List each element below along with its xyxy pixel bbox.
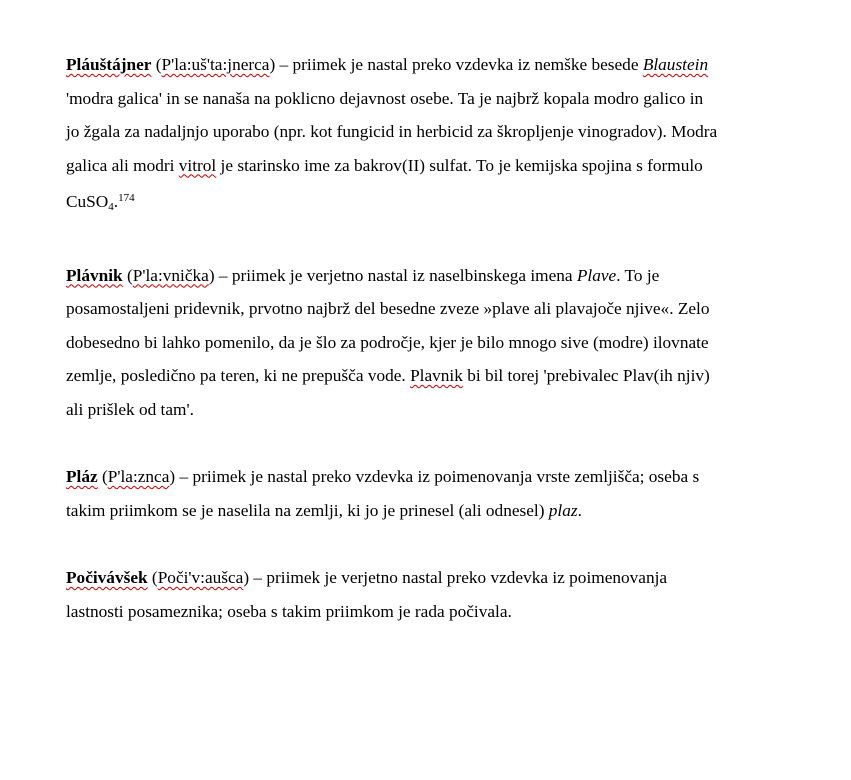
text-run: P'la:vnička: [132, 265, 209, 285]
text-line: [66, 595, 792, 629]
text-run: Poči'v:aušca: [157, 568, 244, 587]
entry-headword: Pláz: [66, 467, 98, 486]
surname-entry: [66, 259, 792, 427]
text-line: [66, 393, 792, 427]
text-run: galica ali modri: [66, 155, 179, 175]
text-run: jo žgala za nadaljnjo uporabo (npr. kot fungicid in herbicid za škropljenje vinogradov). Modra: [66, 122, 718, 141]
text-run: dobesedno bi lahko pomenilo, da je šlo za področje, kjer je bilo mnogo sive (modre) ilovnate: [66, 332, 709, 352]
text-line: [66, 359, 792, 393]
text-run: P'la:znca: [107, 467, 170, 486]
text-run: CuSO: [66, 192, 109, 211]
text-line: [66, 494, 792, 528]
entry-headword: Plávnik: [66, 265, 123, 285]
text-run: ) – priimek je verjetno nastal iz naselbinskega imena: [208, 265, 577, 285]
text-run: (: [122, 265, 133, 285]
text-run: . To je: [616, 265, 660, 285]
text-line: [66, 182, 792, 225]
text-run: P'la:uš'ta:jnerca: [161, 55, 270, 74]
text-run: plaz: [548, 500, 578, 520]
text-line: [66, 82, 792, 116]
text-run: 4: [108, 201, 114, 213]
document-page: [66, 48, 792, 662]
text-line: [66, 326, 792, 360]
footnote-ref: 174: [118, 192, 135, 204]
text-line: [66, 292, 792, 326]
text-line: [66, 149, 792, 183]
text-run: je starinsko ime za bakrov(II) sulfat. To je kemijska spojina s formulo: [216, 155, 703, 175]
entry-headword: Pláuštájner: [66, 55, 152, 74]
text-run: Blaustein: [642, 55, 709, 74]
text-run: ) – priimek je verjetno nastal preko vzdevka iz poimenovanja: [243, 568, 668, 587]
text-line: [66, 561, 792, 595]
text-line: [66, 48, 792, 82]
surname-entry: [66, 48, 792, 225]
surname-entry: [66, 561, 792, 628]
text-run: lastnosti posameznika; oseba s takim priimkom je rada počivala.: [66, 601, 512, 621]
text-line: [66, 115, 792, 149]
text-run: .: [577, 500, 582, 520]
text-run: bi bil torej 'prebivalec Plav(ih njiv): [462, 366, 710, 385]
text-run: (: [97, 467, 108, 486]
text-run: ali prišlek od tam'.: [66, 399, 194, 419]
text-run: ) – priimek je nastal preko vzdevka iz poimenovanja vrste zemljišča; oseba s: [169, 467, 700, 486]
text-line: [66, 460, 792, 494]
text-run: (: [147, 568, 158, 587]
text-run: zemlje, posledično pa teren, ki ne prepušča vode.: [66, 366, 411, 385]
text-run: takim priimkom se je naselila na zemlji, ki jo je prinesel (ali odnesel): [66, 500, 549, 520]
text-run: ) – priimek je nastal preko vzdevka iz nemške besede: [269, 55, 643, 74]
text-line: [66, 259, 792, 293]
text-run: (: [151, 55, 162, 74]
text-run: .: [113, 192, 119, 211]
entry-headword: Počivávšek: [66, 568, 148, 587]
surname-entry: [66, 460, 792, 527]
text-run: posamostaljeni pridevnik, prvotno najbrž del besedne zveze »plave ali plavajoče njive«. Zelo: [66, 299, 710, 318]
text-run: Plave: [576, 265, 617, 285]
text-run: 'modra galica' in se nanaša na poklicno dejavnost osebe. Ta je najbrž kopala modro galico in: [66, 88, 704, 108]
text-run: vitrol: [178, 155, 217, 175]
text-run: Plavnik: [410, 366, 463, 385]
